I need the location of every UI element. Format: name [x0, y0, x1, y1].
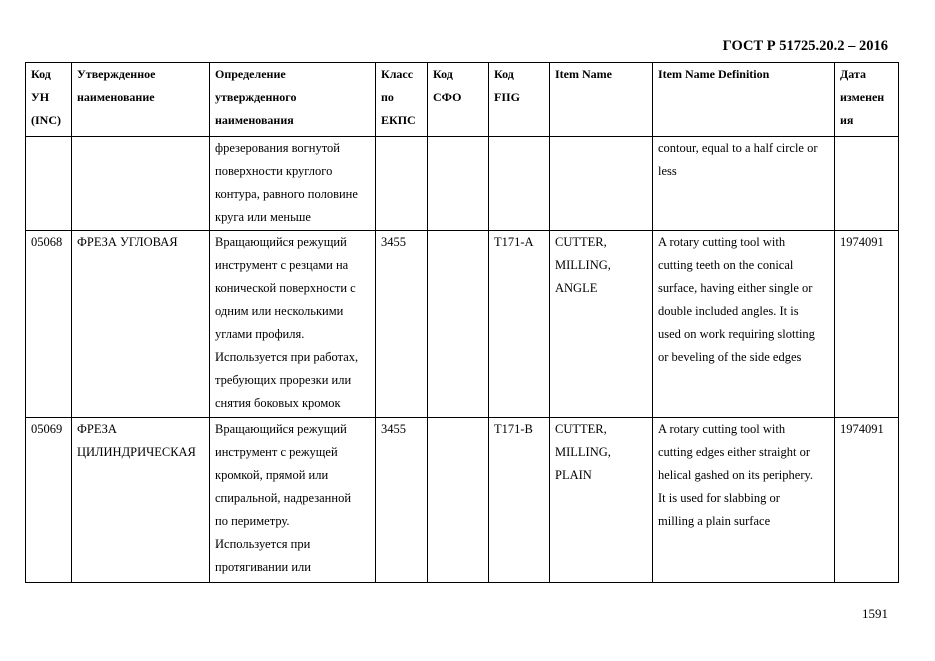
page-number: 1591 [862, 606, 888, 621]
table-header-row [26, 63, 899, 137]
header-definition: Определение утвержденного наименования [210, 63, 376, 137]
cell-item-definition: contour, equal to a half circle or less [653, 137, 835, 231]
header-sfo: Код СФО [428, 63, 489, 137]
cell-name [72, 137, 210, 231]
cell-name: ФРЕЗА ЦИЛИНДРИЧЕСКАЯ [72, 418, 210, 583]
cell-date: 1974091 [835, 231, 899, 418]
cell-sfo [428, 418, 489, 583]
cell-definition: фрезерования вогнутой поверхности круглого контура, равного половине круга или меньше [210, 137, 376, 231]
header-approved-name: Утвержденное наименование [72, 63, 210, 137]
cell-class: 3455 [376, 231, 428, 418]
header-date: Дата изменен ия [835, 63, 899, 137]
cell-inc: 05069 [26, 418, 72, 583]
cell-definition: Вращающийся режущий инструмент с резцами на конической поверхности с одним или несколькими углами профиля. Используется при работах, требующих прорезки или снятия боковых кромок [210, 231, 376, 418]
document-header: ГОСТ Р 51725.20.2 – 2016 [722, 38, 888, 54]
cell-fiig: T171-A [489, 231, 550, 418]
gost-table [25, 62, 899, 583]
cell-definition: Вращающийся режущий инструмент с режущей кромкой, прямой или спиральной, надрезанной по периметру. Используется при протягивании или [210, 418, 376, 583]
cell-item-definition: A rotary cutting tool with cutting edges either straight or helical gashed on its periphery. It is used for slabbing or milling a plain surface [653, 418, 835, 583]
cell-sfo [428, 231, 489, 418]
cell-name: ФРЕЗА УГЛОВАЯ [72, 231, 210, 418]
table-row [26, 418, 899, 583]
header-item-name: Item Name [550, 63, 653, 137]
cell-fiig: T171-B [489, 418, 550, 583]
table-row [26, 137, 899, 231]
cell-sfo [428, 137, 489, 231]
header-inc: Код УН (INC) [26, 63, 72, 137]
cell-item-definition: A rotary cutting tool with cutting teeth on the conical surface, having either single or double included angles. It is used on work requiring slotting or beveling of the side edges [653, 231, 835, 418]
cell-item-name: CUTTER, MILLING, ANGLE [550, 231, 653, 418]
cell-item-name [550, 137, 653, 231]
table-row [26, 231, 899, 418]
cell-date: 1974091 [835, 418, 899, 583]
cell-inc [26, 137, 72, 231]
cell-item-name: CUTTER, MILLING, PLAIN [550, 418, 653, 583]
header-fiig: Код FIIG [489, 63, 550, 137]
cell-fiig [489, 137, 550, 231]
cell-class [376, 137, 428, 231]
cell-date [835, 137, 899, 231]
header-item-definition: Item Name Definition [653, 63, 835, 137]
header-class: Класс по ЕКПС [376, 63, 428, 137]
cell-inc: 05068 [26, 231, 72, 418]
cell-class: 3455 [376, 418, 428, 583]
